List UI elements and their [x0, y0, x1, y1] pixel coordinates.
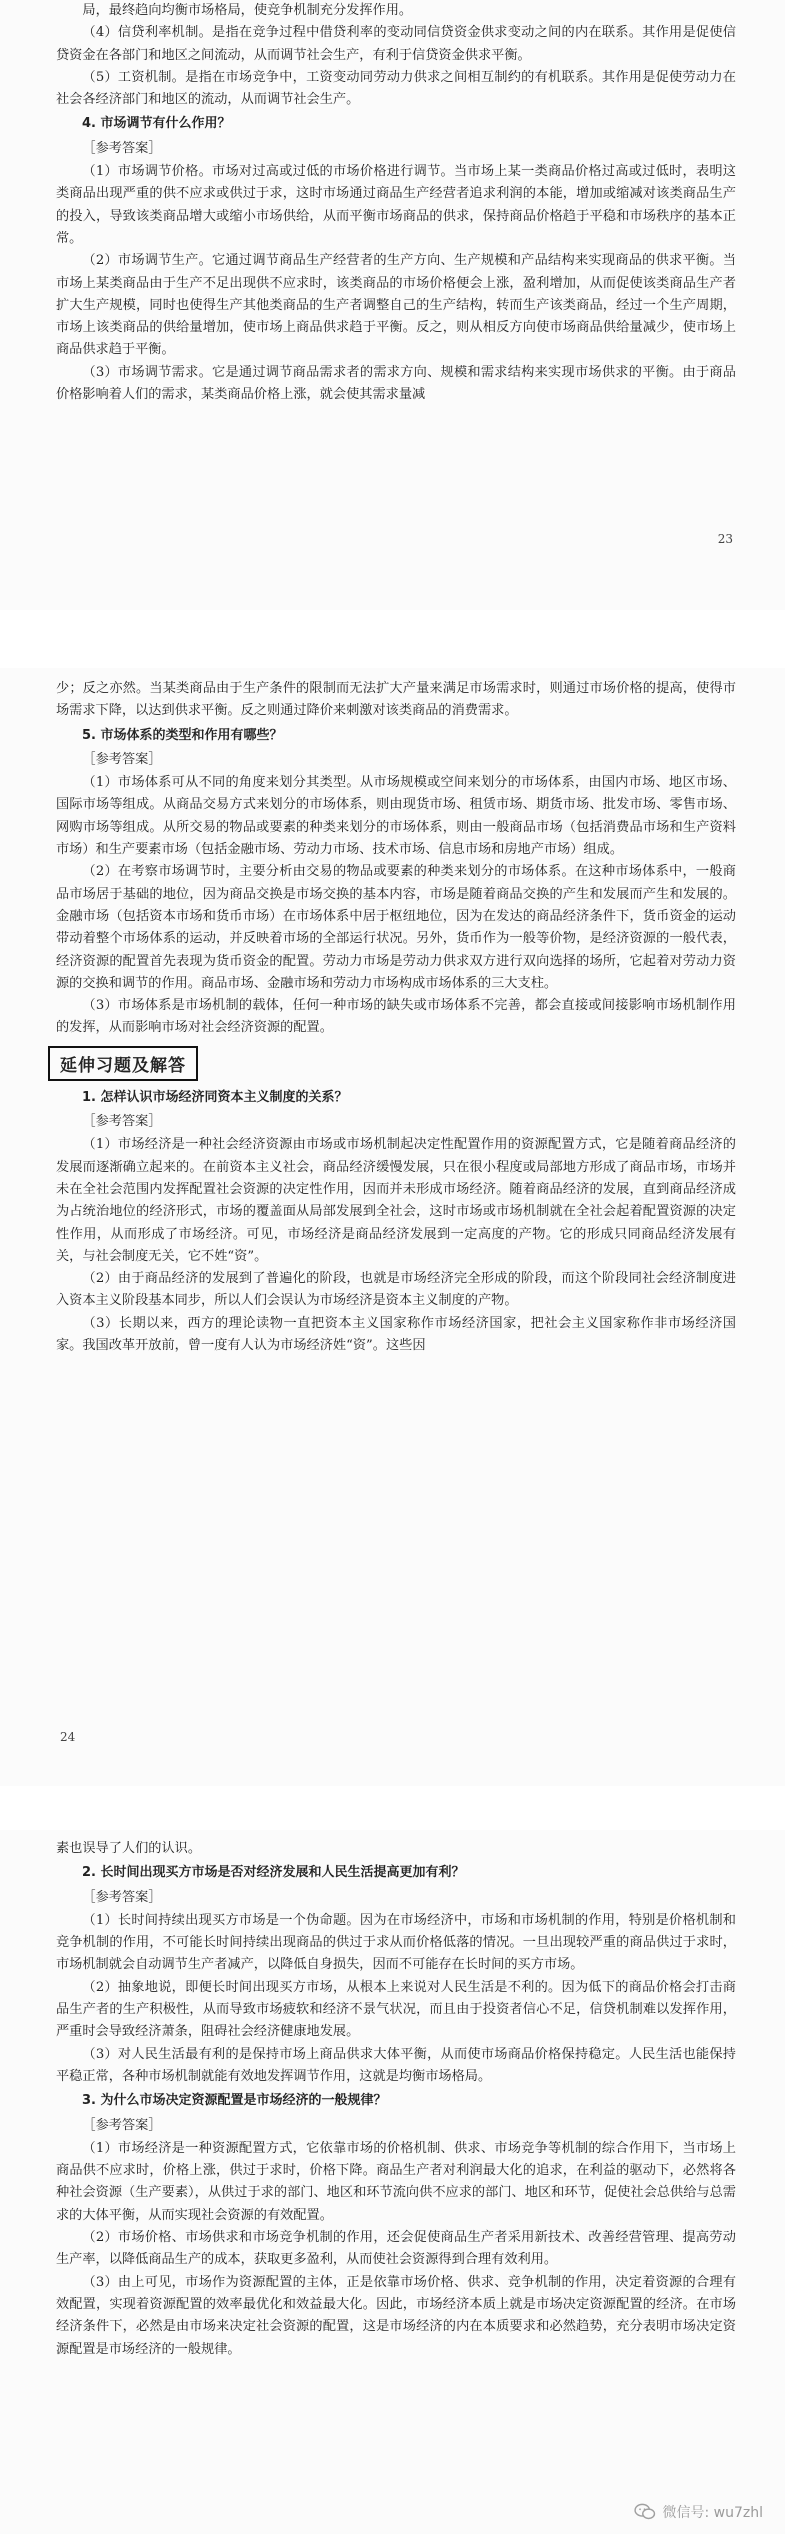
paragraph: （2）在考察市场调节时，主要分析由交易的物品或要素的种类来划分的市场体系。在这种市场体系中，一般商品市场居于基础的地位，因为商品交换是市场交换的基本内容，市场是随着商品交换的产生和发展而产生和发展的。金融市场（包括资本市场和货币市场）在市场体系中居于枢纽地位，因为在发达的商品经济条件下，货币资金的运动带动着整个市场体系的运动，并反映着市场的全部运行状况。另外，货币作为一般等价物，是经济资源的一般代表，经济资源的配置首先表现为货币资金的配置。劳动力市场是劳动力供求双方进行双向选择的场所，它起着对劳动力资源的交换和调节的作用。商品市场、金融市场和劳动力市场构成市场体系的三大支柱。	[56, 864, 736, 991]
extension-question-1: 1. 怎样认识市场经济同资本主义制度的关系？	[82, 1089, 348, 1105]
paragraph: （1）市场体系可从不同的角度来划分其类型。从市场规模或空间来划分的市场体系，由国内市场、地区市场、国际市场等组成。从商品交易方式来划分的市场体系，则由现货市场、租赁市场、期货市场、批发市场、零售市场、网购市场等组成。从所交易的物品或要素的种类来划分的市场体系，则由一般商品市场（包括消费品市场和生产资料市场）和生产要素市场（包括金融市场、劳动力市场、技术市场、信息市场和房地产市场）组成。	[56, 775, 736, 858]
paragraph: （2）市场调节生产。它通过调节商品生产经营者的生产方向、生产规模和产品结构来实现商品的供求平衡。当市场上某类商品由于生产不足出现供不应求时，该类商品的市场价格便会上涨，盈利增加，从而促使该类商品生产者扩大生产规模，同时也使得生产其他类商品的生产者调整自己的生产结构，转而生产该类商品，经过一个生产周期，市场上该类商品的供给量增加，使市场上商品供求趋于平衡。反之，则从相反方向使市场商品供给量减少，使市场上商品供求趋于平衡。	[56, 253, 736, 358]
paragraph: 素也误导了人们的认识。	[56, 1841, 202, 1856]
extension-question-3: 3. 为什么市场决定资源配置是市场经济的一般规律？	[82, 2093, 387, 2109]
answer-label: ［参考答案］	[82, 751, 162, 767]
paragraph: （1）市场调节价格。市场对过高或过低的市场价格进行调节。当市场上某一类商品价格过高或过低时，表明这类商品出现严重的供不应求或供过于求，这时市场通过商品生产经营者追求利润的本能，增加或缩减对该类商品生产的投入，导致该类商品增大或缩小市场供给，从而平衡市场商品的供求，保持商品价格趋于平稳和市场秩序的基本正常。	[56, 164, 736, 246]
paragraph: （3）由上可见，市场作为资源配置的主体，正是依靠市场价格、供求、竞争机制的作用，决定着资源的合理有效配置，实现着资源配置的效率最优化和效益最大化。因此，市场经济本质上就是市场决定资源配置的经济。在市场经济条件下，必然是由市场来决定社会资源的配置，这是市场经济的内在本质要求和必然趋势，充分表明市场决定资源配置是市场经济的一般规律。	[56, 2274, 736, 2357]
paragraph: （3）长期以来，西方的理论读物一直把资本主义国家称作市场经济国家，把社会主义国家称作非市场经济国家。我国改革开放前，曾一度有人认为市场经济姓“资”。这些因	[56, 1315, 736, 1354]
paragraph: （3）对人民生活最有利的是保持市场上商品供求大体平衡，从而使市场商品价格保持稳定。人民生活也能保持平稳正常，各种市场机制就能有效地发挥调节作用，这就是均衡市场格局。	[56, 2046, 736, 2084]
wechat-icon	[634, 2503, 656, 2521]
page-number: 24	[60, 1730, 76, 1744]
paragraph: （3）市场体系是市场机制的载体，任何一种市场的缺失或市场体系不完善，都会直接或间接影响市场机制作用的发挥，从而影响市场对社会经济资源的配置。	[56, 998, 736, 1036]
question-5: 5. 市场体系的类型和作用有哪些？	[82, 727, 283, 743]
page-25	[0, 1830, 785, 2534]
question-4: 4. 市场调节有什么作用？	[82, 116, 231, 132]
watermark-text: 微信号: wu7zhl	[662, 2505, 763, 2521]
page-23	[0, 0, 785, 610]
paragraph: （1）市场经济是一种资源配置方式，它依靠市场的价格机制、供求、市场竞争等机制的综合作用下，当市场上商品供不应求时，价格上涨，供过于求时，价格下降。商品生产者对利润最大化的追求，在利益的驱动下，必然将各种社会资源（生产要素），从供过于求的部门、地区和环节流向供不应求的部门、地区和环节，促使社会总供给与总需求的大体平衡，从而实现社会资源的有效配置。	[56, 2140, 736, 2223]
answer-label: ［参考答案］	[82, 1889, 162, 1905]
wechat-watermark	[634, 2502, 763, 2522]
paragraph: （5）工资机制。是指在市场竞争中，工资变动同劳动力供求之间相互制约的有机联系。其作用是促使劳动力在社会各经济部门和地区的流动，从而调节社会生产。	[56, 69, 736, 108]
paragraph: （2）抽象地说，即便长时间出现买方市场，从根本上来说对人民生活是不利的。因为低下的商品价格会打击商品生产者的生产积极性，从而导致市场疲软和经济不景气状况，而且由于投资者信心不足，信贷机制难以发挥作用，严重时会导致经济萧条，阻碍社会经济健康地发展。	[56, 1979, 736, 2040]
paragraph: （3）市场调节需求。它是通过调节商品需求者的需求方向、规模和需求结构来实现市场供求的平衡。由于商品价格影响着人们的需求，某类商品价格上涨，就会使其需求量减	[56, 364, 736, 403]
paragraph: （1）市场经济是一种社会经济资源由市场或市场机制起决定性配置作用的资源配置方式，它是随着商品经济的发展而逐渐确立起来的。在前资本主义社会，商品经济缓慢发展，只在很小程度或局部地方形成了商品市场，市场并未在全社会范围内发挥配置社会资源的决定性作用，因而并未形成市场经济。随着商品经济的发展，直到商品经济成为占统治地位的经济形式，市场的覆盖面从局部发展到全社会，这时市场或市场机制就在全社会起着配置资源的决定性作用，从而形成了市场经济。可见，市场经济是商品经济发展到一定高度的产物。它的形成只同商品经济发展有关，与社会制度无关，它不姓“资”。	[56, 1137, 736, 1264]
answer-label: ［参考答案］	[82, 140, 162, 156]
paragraph: （4）信贷利率机制。是指在竞争过程中借贷利率的变动同信贷资金供求变动之间的内在联系。其作用是促使信贷资金在各部门和地区之间流动，从而调节社会生产，有利于信贷资金供求平衡。	[56, 25, 736, 63]
paragraph: （2）由于商品经济的发展到了普遍化的阶段，也就是市场经济完全形成的阶段，而这个阶段同社会经济制度进入资本主义阶段基本同步，所以人们会误认为市场经济是资本主义制度的产物。	[56, 1271, 736, 1309]
section-title: 延伸习题及解答	[48, 1046, 198, 1081]
page-24	[0, 668, 785, 1786]
paragraph: 少；反之亦然。当某类商品由于生产条件的限制而无法扩大产量来满足市场需求时，则通过市场价格的提高，使得市场需求下降，以达到供求平衡。反之则通过降价来刺激对该类商品的消费需求。	[56, 681, 736, 719]
paragraph: （1）长时间持续出现买方市场是一个伪命题。因为在市场经济中，市场和市场机制的作用，特别是价格机制和竞争机制的作用，不可能长时间持续出现商品的供过于求从而价格低落的情况。一旦出现较严重的商品供过于求时，市场机制就会自动调节生产者减产，以降低自身损失，因而不可能存在长时间的买方市场。	[56, 1912, 736, 1973]
answer-label: ［参考答案］	[82, 1114, 162, 1130]
paragraph: 局，最终趋向均衡市场格局，使竞争机制充分发挥作用。	[82, 3, 413, 18]
page-number: 23	[717, 532, 733, 546]
paragraph: （2）市场价格、市场供求和市场竞争机制的作用，还会促使商品生产者采用新技术、改善经营管理、提高劳动生产率，以降低商品生产的成本，获取更多盈利，从而使社会资源得到合理有效利用。	[56, 2230, 736, 2268]
extension-question-2: 2. 长时间出现买方市场是否对经济发展和人民生活提高更加有利？	[82, 1865, 465, 1881]
answer-label: ［参考答案］	[82, 2117, 162, 2133]
